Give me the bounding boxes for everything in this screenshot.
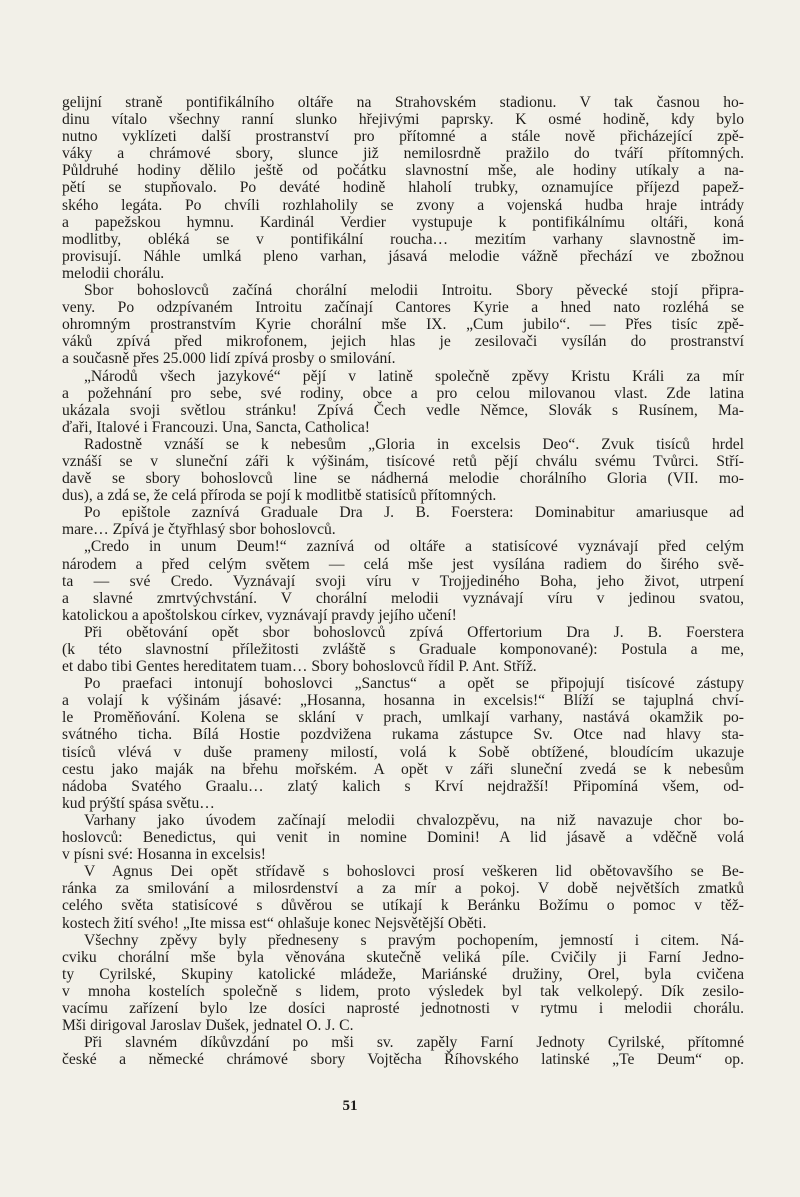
text-line: nádoba Svatého Graalu… zlatý kalich s Krví nejdražší! Připomíná všem, od- [62,777,744,795]
text-line: veny. Po odzpívaném Introitu začínají Cantores Kyrie a hned nato rozléhá se [62,299,744,317]
text-line: ukázala svoji světlou stránku! Zpívá Čech vedle Němce, Slovák s Rusínem, Ma- [62,401,744,419]
text-line: melodii chorálu. [62,264,165,282]
text-line: ránka za smilování a milosrdenství a za mír a pokoj. V době největších zmatků [62,880,744,898]
text-line: ty Cyrilské, Skupiny katolické mládeže, Mariánské družiny, Orel, byla cvičena [62,965,744,983]
text-line: ďaři, Italové i Francouzi. Una, Sancta, Catholica! [62,418,370,436]
text-line: vznáší se v sluneční záři k výšinám, tisícové retů pějí chválu svému Tvůrci. Stří- [62,452,744,470]
text-line: provisují. Náhle umlká pleno varhan, jásavá melodie vážně přechází ve zbožnou [62,247,744,265]
text-line: a současně přes 25.000 lidí zpívá prosby o smilování. [62,350,396,368]
text-line: Všechny zpěvy byly předneseny s pravým pochopením, jemností i citem. Ná- [84,931,744,949]
text-line: „Národů všech jazykové“ pějí v latině společně zpěvy Kristu Králi za mír [84,367,744,385]
text-line: dus), a zdá se, že celá příroda se pojí k modlitbě statisíců přítomných. [62,487,497,505]
text-line: a papežskou hymnu. Kardinál Verdier vystupuje k pontifikálnímu oltáři, koná [62,213,744,231]
paragraph [62,538,744,623]
page-number: 51 [342,1098,358,1114]
text-line: pětí se stupňovalo. Po deváté hodině hlaholí trubky, oznamujíce příjezd papež- [62,179,744,197]
text-line: Radostně vznáší se k nebesům „Gloria in excelsis Deo“. Zvuk tisíců hrdel [84,435,744,453]
paragraph [62,94,744,282]
text-line: davě se sbory bohoslovců line se nádherná melodie chorálního Gloria (VII. mo- [62,470,744,488]
text-line: Při slavném díkůvzdání po mši sv. zapěly Farní Jednoty Cyrilské, přítomné [84,1034,744,1052]
paragraph [62,436,744,504]
text-line: modlitby, obléká se v pontifikální roucha… mezitím varhany slavnostně im- [62,230,744,248]
text-line: celého světa statisícové s důvěrou se utíkají k Beránku Božímu o pomoc v těž- [62,897,744,915]
text-line: kostech žití svého! „Ite missa est“ ohlašuje konec Nejsvětější Oběti. [62,914,487,932]
text-line: Při obětování opět sbor bohoslovců zpívá Offertorium Dra J. B. Foerstera [84,623,744,641]
text-line: V Agnus Dei opět střídavě s bohoslovci prosí veškeren lid obětovavšího se Be- [84,863,744,881]
text-line: mare… Zpívá je čtyřhlasý sbor bohoslovců. [62,521,336,539]
text-line: katolickou a apoštolskou církev, vyznávají pravdy jejího učení! [62,606,457,624]
text-line: hoslovců: Benedictus, qui venit in nomine Domini! A lid jásavě a vděčně volá [62,829,744,847]
article-body [62,94,744,1068]
text-line: cviku chorální mše byla věnována skutečně veliká píle. Cvičily ji Farní Jedno- [62,948,744,966]
text-line: a požehnání pro sebe, své rodiny, obce a pro celou milovanou vlast. Zde latina [62,384,744,402]
paragraph [62,368,744,436]
text-line: a slavné zmrtvýchvstání. V chorální melodii vyznávají víru v jedinou svatou, [62,589,744,607]
paragraph [62,675,744,812]
text-line: ského legáta. Po chvíli rozhlaholily se zvony a vojenská hudba hraje intrády [62,196,744,214]
text-line: národem a před celým světem — celá mše jest vysílána radiem do širého svě- [62,555,744,573]
paragraph [62,863,744,931]
text-line: kud prýští spása světu… [62,794,215,812]
text-line: v písni své: Hosanna in excelsis! [62,846,266,864]
text-line: gelijní straně pontifikálního oltáře na Strahovském stadionu. V tak časnou ho- [62,94,744,111]
text-line: a volají k výšinám jásavé: „Hosanna, hosanna in excelsis!“ Blíží se tajuplná chví- [62,692,744,710]
text-line: v mnoha kostelích společně s lidem, proto výsledek byl tak velkolepý. Dík zesilo- [62,982,744,1000]
text-line: Sbor bohoslovců začíná chorální melodii Introitu. Sbory pěvecké stojí připra- [84,282,744,300]
paragraph [62,812,744,863]
text-line: Půldruhé hodiny dělilo ještě od počátku slavnostní mše, ale hodiny utíkaly a na- [62,162,744,180]
text-line: le Proměňování. Kolena se sklání v prach, umlkají varhany, nastává okamžik po- [62,709,744,727]
text-line: ohromným prostranstvím Kyrie chorální mše IX. „Cum jubilo“. — Přes tisíc zpě- [62,316,744,334]
text-line: dinu vítalo všechny ranní slunko hřejivými paprsky. K osmé hodině, kdy bylo [62,111,744,129]
text-line: „Credo in unum Deum!“ zaznívá od oltáře a statisícové vyznávají před celým [84,538,744,556]
text-line: (k této slavnostní příležitosti zvláště s Graduale komponované): Postula a me, [62,641,744,658]
text-line: váků zpívá před mikrofonem, jejich hlas je zesilovači vysílán do prostranství [62,333,744,351]
text-line: et dabo tibi Gentes hereditatem tuam… Sbory bohoslovců řídil P. Ant. Stříž. [62,658,537,676]
text-line: vacímu zařízení bylo lze dosíci naprosté jednotnosti v rytmu i melodii chorálu. [62,999,744,1017]
paragraph [62,504,744,538]
text-line: svátného ticha. Bílá Hostie pozdvižena rukama zástupce Sv. Otce nad hlavy sta- [62,726,744,744]
text-line: české a německé chrámové sbory Vojtěcha Říhovského latinské „Te Deum“ op. [62,1051,744,1069]
text-line: Po epištole zaznívá Graduale Dra J. B. Foerstera: Dominabitur amariusque ad [84,504,744,522]
text-line: váky a chrámové sbory, slunce již nemilosrdně pražilo do tváří přítomných. [62,145,744,163]
text-line: nutno vyklízeti další prostranství pro přítomné a stále nově přicházející zpě- [62,128,744,146]
text-line: ta — své Credo. Vyznávají svoji víru v Trojjediného Boha, jeho život, utrpení [62,572,744,590]
text-line: tisíců vlévá v duše prameny milostí, volá k Sobě obtížené, bloudícím ukazuje [62,743,744,761]
text-line: cestu jako maják na břehu mořském. A opět v záři sluneční zvedá se k nebesům [62,760,744,778]
text-line: Mši dirigoval Jaroslav Dušek, jednatel O. J. C. [62,1017,354,1035]
paragraph [62,1034,744,1068]
paragraph [62,624,744,675]
text-line: Po praefaci intonují bohoslovci „Sanctus“ a opět se připojují tisícové zástupy [84,675,744,693]
paragraph [62,282,744,367]
paragraph [62,932,744,1035]
text-line: Varhany jako úvodem začínají melodii chvalozpěvu, na niž navazuje chor bo- [84,811,744,829]
